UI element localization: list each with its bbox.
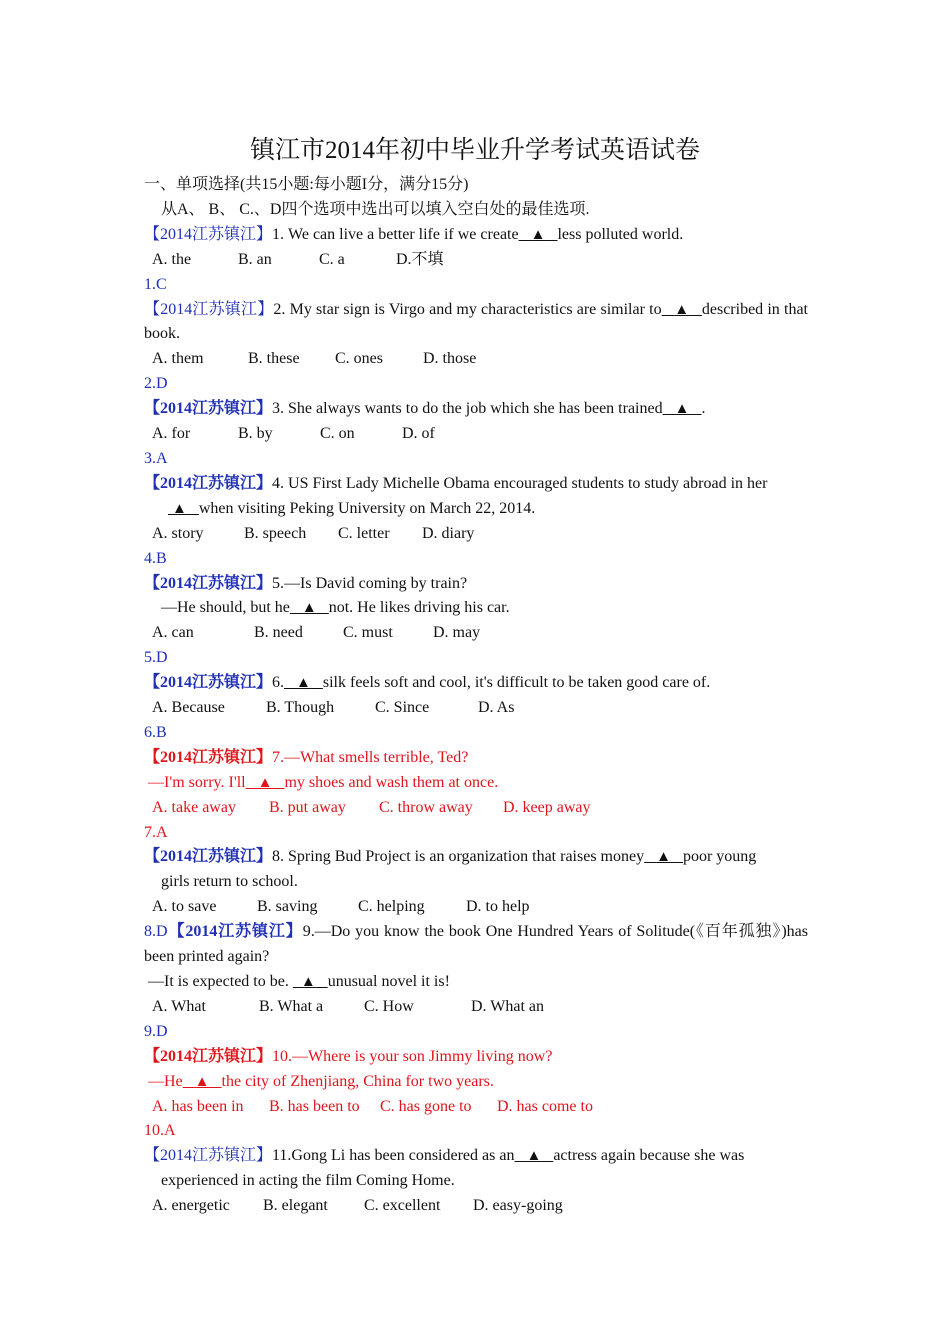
- question-4: [144, 472, 808, 497]
- options-row: [144, 696, 808, 721]
- option-d: D. easy-going: [473, 1197, 563, 1215]
- option-c: C. must: [343, 624, 393, 642]
- question-1: [144, 223, 808, 248]
- option-c: C. letter: [338, 524, 390, 542]
- question-11-continued: experienced in acting the film Coming Home.: [161, 1172, 455, 1190]
- question-stem-tail: .: [701, 400, 706, 418]
- answer-blank: [246, 774, 285, 791]
- question-10: [144, 1045, 808, 1070]
- reply-stem-tail: my shoes and wash them at once.: [284, 773, 499, 791]
- option-a: A. energetic: [152, 1197, 230, 1215]
- question-tag: 【2014江苏镇江】: [144, 300, 274, 318]
- option-c: C. How: [364, 997, 414, 1015]
- triangle-marker: ▲: [656, 849, 671, 866]
- reply-stem: —He should, but he: [161, 599, 290, 617]
- option-b: B. saving: [257, 898, 318, 916]
- options-row: [144, 347, 808, 372]
- answer-blank: [519, 226, 558, 243]
- question-stem: 5.—Is David coming by train?: [272, 574, 468, 592]
- triangle-marker: ▲: [674, 401, 690, 418]
- answer-blank: [168, 500, 199, 517]
- option-d: D. diary: [422, 524, 475, 542]
- answer-key: 2.D: [144, 375, 168, 393]
- reply-stem: —He: [148, 1072, 183, 1090]
- triangle-marker: ▲: [674, 301, 690, 318]
- exam-title: 镇江市2014年初中毕业升学考试英语试卷: [249, 137, 700, 164]
- answer-blank: [663, 400, 702, 417]
- options-row: [144, 1095, 808, 1120]
- option-b: B. What a: [259, 997, 324, 1015]
- question-10-reply: [144, 1070, 808, 1095]
- question-stem: 6.: [272, 674, 285, 692]
- question-9-reply: [144, 970, 808, 995]
- answer-blank: [662, 301, 702, 318]
- answer-key: 8.D: [144, 923, 168, 941]
- option-d: D. As: [478, 699, 515, 717]
- question-7-reply: [144, 771, 808, 796]
- triangle-marker: ▲: [194, 1073, 210, 1090]
- answer-key: 7.A: [144, 823, 168, 841]
- option-c: C. has gone to: [380, 1097, 472, 1115]
- question-tag: 【2014江苏镇江】: [144, 748, 273, 766]
- option-d: D. What an: [471, 997, 545, 1015]
- option-a: A. for: [152, 425, 191, 443]
- option-c: C. Since: [375, 699, 430, 717]
- option-a: A. can: [152, 624, 194, 642]
- question-stem-tail: actress again because she was: [553, 1147, 745, 1165]
- option-b: B. has been to: [269, 1097, 360, 1115]
- answer-blank: [514, 1147, 553, 1164]
- question-stem: 10.—Where is your son Jimmy living now?: [272, 1047, 553, 1065]
- question-8: [144, 845, 808, 870]
- section-instruction: 从A、 B、 C.、D四个选项中选出可以填入空白处的最佳选项.: [161, 200, 590, 218]
- question-tag: 【2014江苏镇江】: [167, 923, 303, 941]
- option-b: B. Though: [266, 699, 335, 717]
- option-c: C. throw away: [379, 798, 473, 816]
- question-3: [144, 397, 808, 422]
- option-c: C. excellent: [364, 1197, 441, 1215]
- option-a: A. to save: [152, 898, 217, 916]
- option-d: D. keep away: [503, 798, 591, 816]
- question-stem-tail: less polluted world.: [557, 225, 684, 243]
- option-d: D. has come to: [497, 1097, 593, 1115]
- question-stem: 11.Gong Li has been considered as an: [272, 1147, 515, 1165]
- question-tag: 【2014江苏镇江】: [144, 674, 273, 692]
- question-stem-tail: when visiting Peking University on March 22, 2014.: [198, 499, 536, 517]
- question-8-continued: girls return to school.: [161, 873, 298, 891]
- option-b: B. an: [238, 250, 272, 268]
- answer-key: 1.C: [144, 275, 167, 293]
- triangle-marker: ▲: [296, 675, 311, 692]
- exam-content: [144, 173, 808, 1219]
- option-b: B. put away: [269, 798, 346, 816]
- question-stem-tail: silk feels soft and cool, it's difficult to be taken good care of.: [322, 674, 711, 692]
- question-tag: 【2014江苏镇江】: [144, 400, 273, 418]
- answer-blank: [284, 674, 323, 691]
- question-stem: 8. Spring Bud Project is an organization that raises money: [272, 848, 645, 866]
- options-row: [144, 1194, 808, 1219]
- question-5: [144, 572, 808, 597]
- question-tag: 【2014江苏镇江】: [144, 225, 273, 243]
- reply-stem: —I'm sorry. I'll: [148, 773, 246, 791]
- question-2: [144, 298, 808, 348]
- triangle-marker: ▲: [301, 600, 317, 617]
- option-d: D.不填: [396, 250, 444, 268]
- question-stem: 1. We can live a better life if we create: [272, 225, 519, 243]
- question-9: [144, 920, 808, 970]
- option-d: D. may: [433, 624, 481, 642]
- option-a: A. the: [152, 250, 192, 268]
- triangle-marker: ▲: [300, 974, 316, 990]
- option-a: A. has been in: [152, 1097, 244, 1115]
- question-stem-tail: poor young: [682, 848, 757, 866]
- option-a: A. What: [152, 997, 206, 1015]
- option-b: B. need: [254, 624, 303, 642]
- options-row: [144, 895, 808, 920]
- question-stem: 9.—Do you know the book One Hundred Years of Solitude(《百年孤独》)has been printed again?: [144, 923, 808, 966]
- answer-blank: [183, 1073, 222, 1090]
- reply-stem-tail: not. He likes driving his car.: [328, 599, 510, 617]
- options-row: [144, 796, 808, 821]
- options-row: [144, 995, 808, 1020]
- question-tag: 【2014江苏镇江】: [144, 474, 273, 492]
- reply-stem-tail: unusual novel it is!: [327, 973, 450, 990]
- reply-stem: —It is expected to be.: [148, 973, 289, 990]
- question-stem: 4. US First Lady Michelle Obama encouraged students to study abroad in her: [272, 474, 768, 492]
- question-7: [144, 746, 808, 771]
- question-6: [144, 671, 808, 696]
- answer-blank: [290, 599, 329, 616]
- question-tag: 【2014江苏镇江】: [144, 848, 273, 866]
- answer-blank: [293, 973, 328, 990]
- option-d: D. to help: [466, 898, 530, 916]
- answer-key: 9.D: [144, 1022, 168, 1040]
- triangle-marker: ▲: [530, 226, 546, 243]
- question-5-reply: [144, 596, 808, 621]
- question-tag: 【2014江苏镇江】: [144, 1047, 273, 1065]
- option-c: C. ones: [335, 350, 383, 368]
- option-b: B. these: [248, 350, 300, 368]
- option-b: B. speech: [244, 524, 307, 542]
- triangle-marker: ▲: [257, 774, 273, 791]
- option-c: C. a: [319, 250, 345, 268]
- answer-key: 10.A: [144, 1122, 176, 1140]
- answer-blank: [644, 848, 683, 865]
- options-row: [144, 248, 808, 273]
- option-a: A. story: [152, 524, 204, 542]
- options-row: [144, 621, 808, 646]
- answer-key: 5.D: [144, 649, 168, 667]
- question-4-continued: [144, 497, 808, 522]
- option-a: A. take away: [152, 798, 236, 816]
- option-c: C. helping: [358, 898, 425, 916]
- triangle-marker: ▲: [172, 500, 187, 517]
- question-stem: 3. She always wants to do the job which she has been trained: [272, 400, 663, 418]
- option-d: D. of: [402, 425, 435, 443]
- answer-key: 3.A: [144, 449, 168, 467]
- answer-key: 6.B: [144, 723, 167, 741]
- option-c: C. on: [320, 425, 355, 443]
- triangle-marker: ▲: [526, 1148, 542, 1165]
- options-row: [144, 422, 808, 447]
- question-stem: 2. My star sign is Virgo and my characteristics are similar to: [273, 300, 662, 318]
- question-11: [144, 1144, 808, 1169]
- question-tag: 【2014江苏镇江】: [144, 1147, 273, 1165]
- answer-key: 4.B: [144, 549, 167, 567]
- reply-stem-tail: the city of Zhenjiang, China for two years.: [221, 1072, 494, 1090]
- options-row: [144, 522, 808, 547]
- question-stem-tail: described in that book.: [144, 300, 809, 343]
- option-d: D. those: [423, 350, 477, 368]
- section-header: 一、单项选择(共15小题:每小题I分，满分15分): [144, 176, 469, 193]
- option-b: B. elegant: [263, 1197, 328, 1215]
- option-a: A. them: [152, 350, 204, 368]
- question-tag: 【2014江苏镇江】: [144, 574, 273, 592]
- question-stem: 7.—What smells terrible, Ted?: [272, 748, 469, 766]
- option-a: A. Because: [152, 699, 225, 717]
- option-b: B. by: [238, 425, 273, 443]
